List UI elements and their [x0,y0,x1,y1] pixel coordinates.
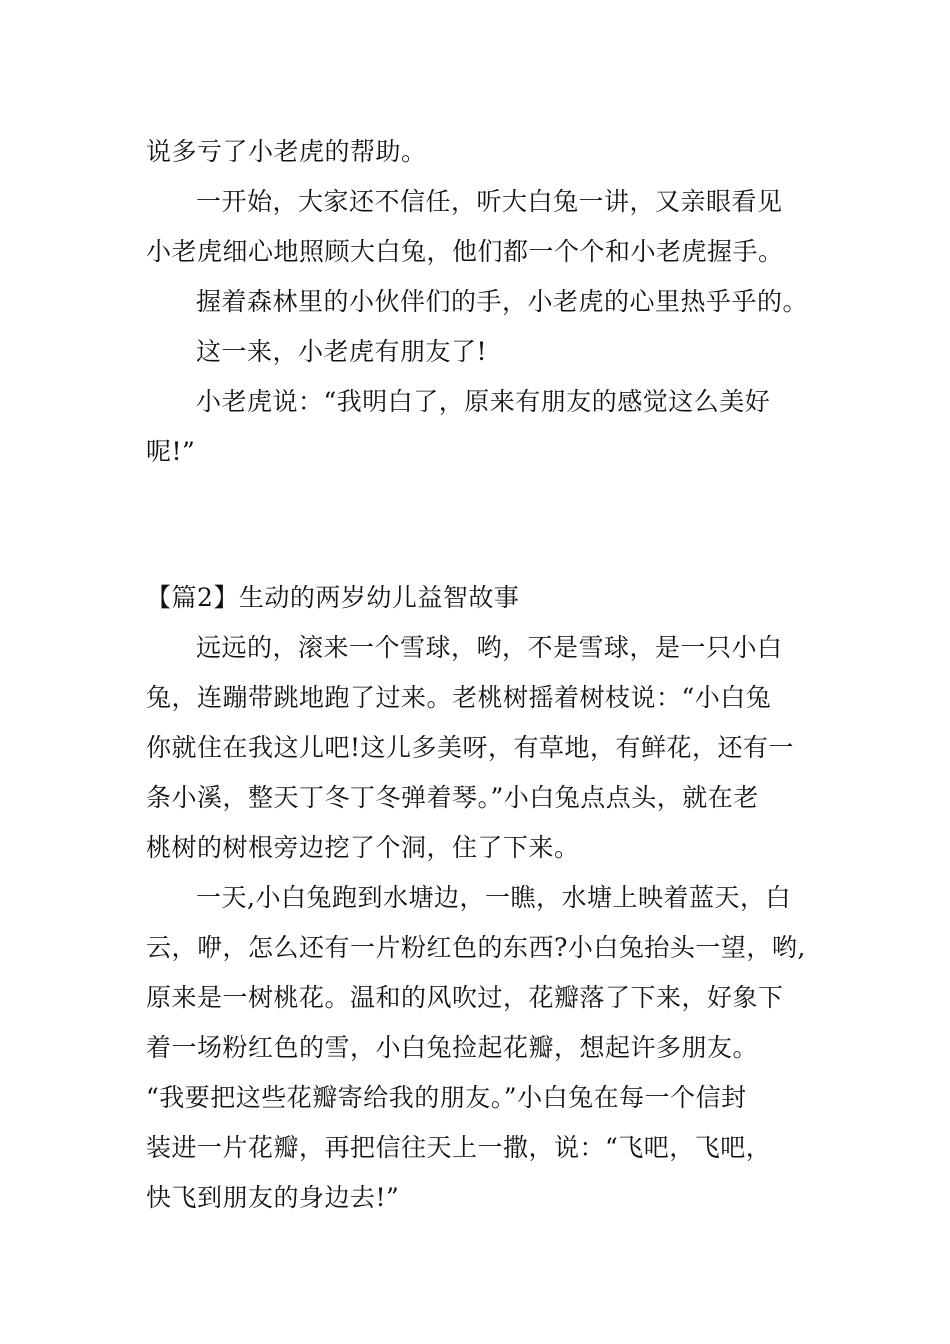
paragraph-line: “我要把这些花瓣寄给我的朋友。”小白兔在每一个信封 [146,1083,747,1112]
paragraph-line: 兔，连蹦带跳地跑了过来。老桃树摇着树枝说：“小白兔 [146,683,772,712]
paragraph-line: 原来是一树桃花。温和的风吹过，花瓣落了下来，好象下 [146,983,784,1012]
paragraph-line: 远远的，滚来一个雪球，哟，不是雪球，是一只小白 [196,633,783,662]
paragraph-line: 云，咿，怎么还有一片粉红色的东西?小白兔抬头一望，哟, [146,933,806,962]
paragraph-line: 一开始，大家还不信任，听大白兔一讲，又亲眼看见 [196,187,783,216]
paragraph-line: 呢!” [146,437,196,466]
paragraph-line: 小老虎说：“我明白了，原来有朋友的感觉这么美好 [196,387,771,416]
paragraph-line: 说多亏了小老虎的帮助。 [146,137,427,166]
section-heading: 【篇2】生动的两岁幼儿益智故事 [146,583,520,612]
paragraph-line: 桃树的树根旁边挖了个洞，住了下来。 [146,833,580,862]
paragraph-line: 握着森林里的小伙伴们的手，小老虎的心里热乎乎的。 [196,287,809,316]
paragraph-line: 这一来，小老虎有朋友了! [196,337,488,366]
paragraph-line: 小老虎细心地照顾大白兔，他们都一个个和小老虎握手。 [146,237,784,266]
paragraph-line: 条小溪，整天丁冬丁冬弹着琴。”小白兔点点头，就在老 [146,783,759,812]
paragraph-line: 着一场粉红色的雪，小白兔捡起花瓣，想起许多朋友。 [146,1033,759,1062]
paragraph-line: 快飞到朋友的身边去!” [146,1183,400,1212]
paragraph-line: 装进一片花瓣，再把信往天上一撒，说：“飞吧，飞吧， [146,1133,772,1162]
paragraph-line: 你就住在我这儿吧!这儿多美呀，有草地，有鲜花，还有一 [146,733,795,762]
paragraph-line: 一天,小白兔跑到水塘边，一瞧，水塘上映着蓝天，白 [196,883,791,912]
